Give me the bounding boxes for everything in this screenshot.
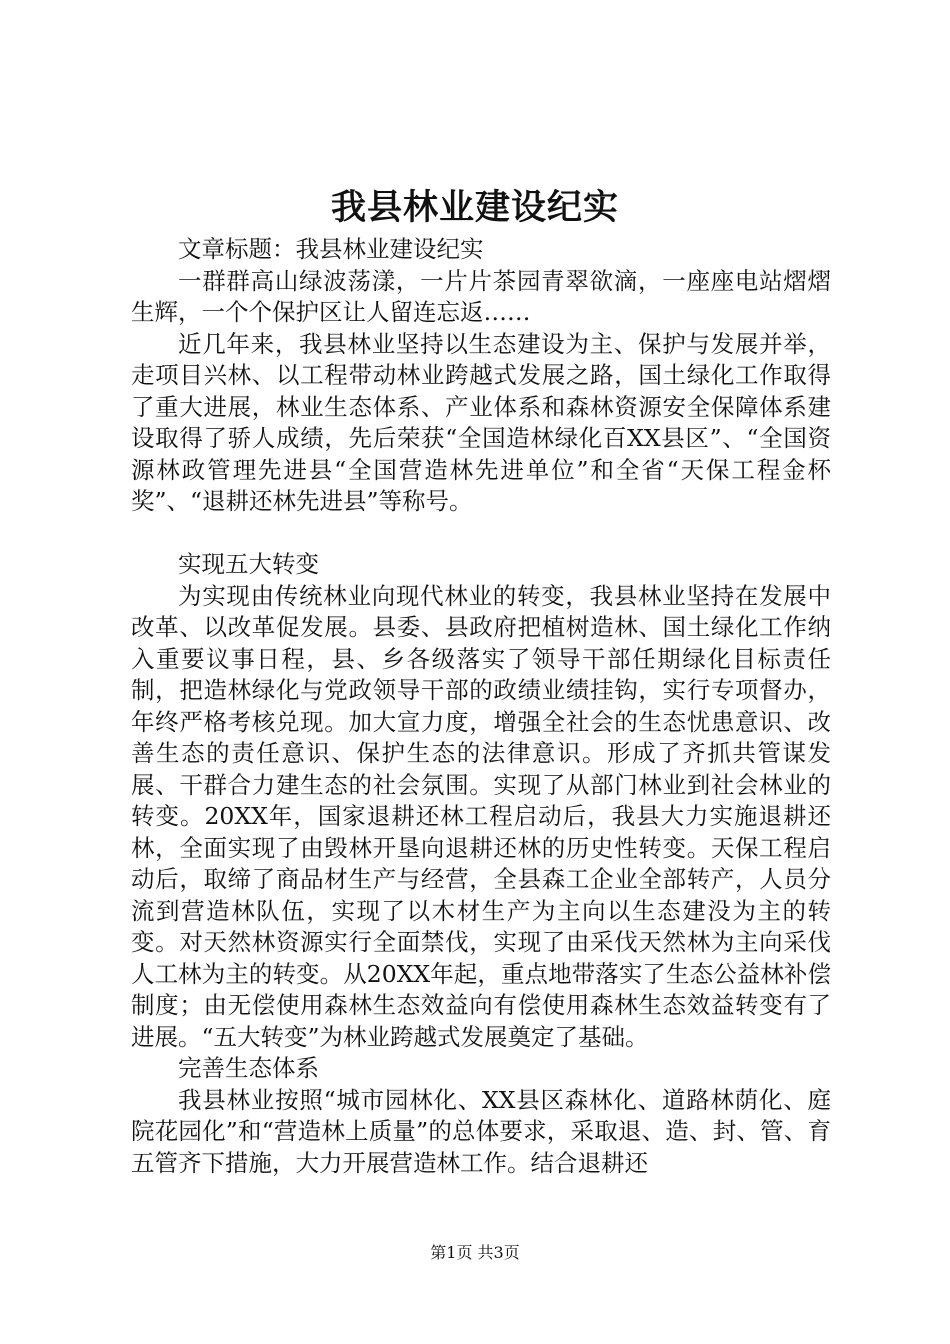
page-number: 第1页 共3页 (430, 1243, 520, 1262)
paragraph-overview: 近几年来，我县林业坚持以生态建设为主、保护与发展并举，走项目兴林、以工程带动林业跨越式发展之路，国土绿化工作取得了重大进展，林业生态体系、产业体系和森林资源安全保障体系建设取得了骄人成绩，先后荣获“全国造林绿化百XX县区”、“全国资源林政管理先进县“全国营造林先进单位”和全省“天保工程金杯奖”、“退耕还林先进县”等称号。 (131, 329, 831, 515)
paragraph-ecosystem: 我县林业按照“城市园林化、XX县区森林化、道路林荫化、庭院花园化”和“营造林上质量”的总体要求，采取退、造、封、管、育五管齐下措施，大力开展营造林工作。结合退耕还 (131, 1085, 831, 1177)
section-heading-ecosystem: 完善生态体系 (178, 1054, 319, 1082)
document-title: 我县林业建设纪实 (330, 187, 619, 228)
paragraph-intro: 一群群高山绿波荡漾，一片片茶园青翠欲滴，一座座电站熠熠生辉，一个个保护区让人留连忘返…… (131, 266, 831, 326)
document-body (131, 234, 831, 1179)
article-title-line: 文章标题：我县林业建设纪实 (178, 235, 484, 263)
paragraph-spacer (131, 518, 831, 550)
paragraph-five-changes: 为实现由传统林业向现代林业的转变，我县林业坚持在发展中改革、以改革促发展。县委、县政府把植树造林、国土绿化工作纳入重要议事日程，县、乡各级落实了领导干部任期绿化目标责任制，把造林绿化与党政领导干部的政绩业绩挂钩，实行专项督办，年终严格考核兑现。加大宣力度，增强全社会的生态忧患意识、改善生态的责任意识、保护生态的法律意识。形成了齐抓共管谋发展、干群合力建生态的社会氛围。实现了从部门林业到社会林业的转变。20XX年，国家退耕还林工程启动后，我县大力实施退耕还林，全面实现了由毁林开垦向退耕还林的历史性转变。天保工程启动后，取缔了商品材生产与经营，全县森工企业全部转产，人员分流到营造林队伍，实现了以木材生产为主向以生态建没为主的转变。对天然林资源实行全面禁伐，实现了由采伐天然林为主向采伐人工林为主的转变。从20XX年起，重点地带落实了生态公益林补偿制度；由无偿使用森林生态效益向有偿使用森林生态效益转变有了进展。“五大转变”为林业跨越式发展奠定了基础。 (131, 581, 831, 1051)
section-heading-five-changes: 实现五大转变 (178, 550, 319, 578)
